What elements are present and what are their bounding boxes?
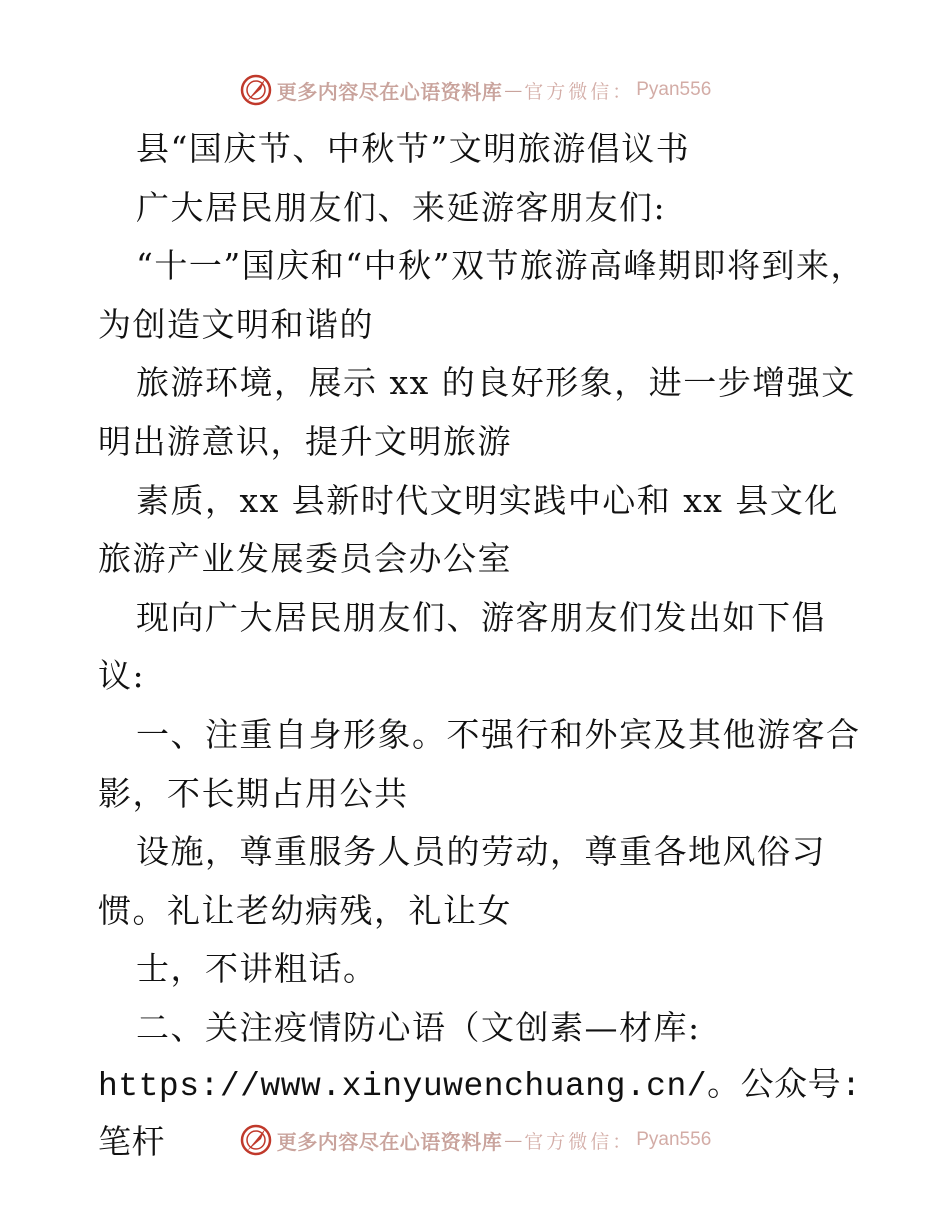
quill-logo-icon [239,1123,273,1157]
paragraph: 一、注重自身形象。不强行和外宾及其他游客合影，不长期占用公共 [98,714,861,813]
watermark-wechat-id: Pyan556 [636,79,712,100]
url-paragraph: https://www.xinyuwenchuang.cn/。公众号: 笔杆 [98,1067,882,1164]
paragraph: 现向广大居民朋友们、游客朋友们发出如下倡议: [98,597,826,696]
quill-logo-icon [239,73,273,107]
paragraph: 素质，xx 县新时代文明实践中心和 xx 县文化旅游产业发展委员会办公室 [98,480,839,579]
watermark-wechat-label: 官方微信： [524,80,635,103]
paragraph: 旅游环境，展示 xx 的良好形象，进一步增强文明出游意识，提升文明旅游 [98,363,856,461]
watermark-main-text: 更多内容尽在心语资料库 [276,1129,503,1154]
document-title: 县“国庆节、中秋节”文明旅游倡议书 [136,129,691,168]
salutation: 广大居民朋友们、来延游客朋友们: [136,187,667,227]
watermark-main-text: 更多内容尽在心语资料库 [276,79,503,104]
watermark-separator: — [504,79,523,101]
paragraph: “十一”国庆和“中秋”双节旅游高峰期即将到来，为创造文明和谐的 [98,246,865,344]
watermark-separator: — [504,1129,523,1151]
watermark-wechat-id: Pyan556 [636,1129,712,1150]
paragraph: 士，不讲粗话。 [136,949,378,989]
paragraph: 设施，尊重服务人员的劳动，尊重各地风俗习惯。礼让老幼病残，礼让女 [98,832,826,930]
header-watermark [0,70,950,110]
footer-watermark [0,1120,950,1160]
paragraph: 二、关注疫情防心语（文创素—材库: [136,1007,701,1047]
document-body [98,120,882,1175]
watermark-wechat-label: 官方微信： [524,1130,635,1153]
